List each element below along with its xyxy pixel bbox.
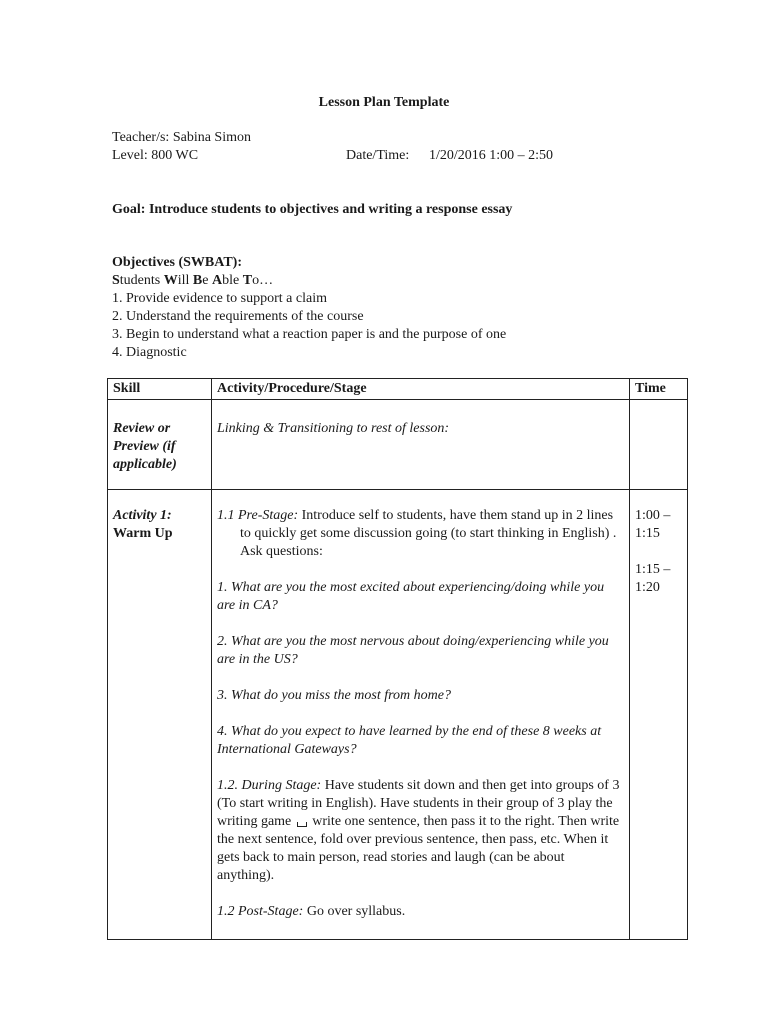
- skill-cell: Review or Preview (if applicable): [108, 400, 212, 490]
- question-item: 3. What do you miss the most from home?: [217, 688, 451, 703]
- swbat-rest: ill: [177, 273, 193, 288]
- objective-item: 4. Diagnostic: [112, 345, 187, 360]
- lesson-plan-table: [107, 378, 688, 940]
- teacher-line: Teacher/s: Sabina Simon: [112, 130, 251, 145]
- objective-item: 3. Begin to understand what a reaction paper is and the purpose of one: [112, 327, 507, 342]
- prestage-paragraph: [217, 507, 624, 561]
- activity-cell: Linking & Transitioning to rest of lesson:: [212, 400, 630, 490]
- during-text: write one sentence, then pass it to the right. Then write the next sentence, fold over previous sentence, then pass, etc. When it gets back to main person, read stories and laugh (can be about anything).: [217, 814, 620, 883]
- time-range: 1:00 – 1:15: [635, 508, 671, 541]
- time-cell: [630, 490, 688, 940]
- swbat-initial: B: [192, 273, 203, 288]
- question-item: 1. What are you the most excited about experiencing/doing while you are in CA?: [217, 580, 605, 613]
- during-text: Have students sit down and then get into groups of 3 (To start writing in English). Have students in their group of 3 play the writing game: [217, 778, 620, 829]
- swbat-rest: tudents: [119, 273, 164, 288]
- swbat-initial: T: [242, 273, 253, 288]
- header-skill: Skill: [108, 379, 212, 400]
- swbat-rest: e: [202, 273, 212, 288]
- time-cell: [630, 400, 688, 490]
- table-row: [108, 400, 688, 490]
- skill-title: Activity 1:: [113, 508, 172, 523]
- table-row: [108, 490, 688, 940]
- objective-item: 1. Provide evidence to support a claim: [112, 291, 327, 306]
- swbat-initial: S: [112, 273, 120, 288]
- question-item: 2. What are you the most nervous about doing/experiencing while you are in the US?: [217, 634, 609, 667]
- prestage-text: Introduce self to students, have them stand up in 2 lines to quickly get some discussion going (to start thinking in English) . Ask questions:: [240, 508, 617, 559]
- page-title: Lesson Plan Template: [318, 95, 450, 110]
- post-label: 1.2 Post-Stage:: [217, 904, 304, 919]
- time-range: 1:15 – 1:20: [635, 562, 671, 595]
- swbat-rest: o…: [252, 273, 274, 288]
- during-stage-paragraph: [217, 777, 624, 885]
- post-stage-paragraph: [217, 903, 624, 921]
- skill-cell: [108, 490, 212, 940]
- datetime-value: 1/20/2016 1:00 – 2:50: [429, 148, 554, 163]
- level-line: Level: 800 WC: [112, 148, 199, 163]
- swbat-initial: W: [163, 273, 178, 288]
- objective-item: 2. Understand the requirements of the course: [112, 309, 364, 324]
- swbat-rest: ble: [222, 273, 243, 288]
- goal-line: Goal: Introduce students to objectives and writing a response essay: [112, 202, 513, 217]
- skill-subtitle: Warm Up: [113, 526, 173, 541]
- header-time: Time: [630, 379, 688, 400]
- objectives-heading: Objectives (SWBAT):: [112, 255, 242, 270]
- post-text: Go over syllabus.: [303, 904, 406, 919]
- swbat-initial: A: [211, 273, 223, 288]
- header-activity: Activity/Procedure/Stage: [212, 379, 630, 400]
- prestage-label: 1.1 Pre-Stage:: [217, 508, 299, 523]
- swbat-expansion: [112, 272, 273, 290]
- question-item: 4. What do you expect to have learned by the end of these 8 weeks at International Gateways?: [217, 724, 602, 757]
- table-header-row: [108, 379, 688, 400]
- datetime-label: Date/Time:: [346, 148, 410, 163]
- small-box-symbol: [297, 822, 307, 827]
- during-label: 1.2. During Stage:: [217, 778, 322, 793]
- activity-cell: [212, 490, 630, 940]
